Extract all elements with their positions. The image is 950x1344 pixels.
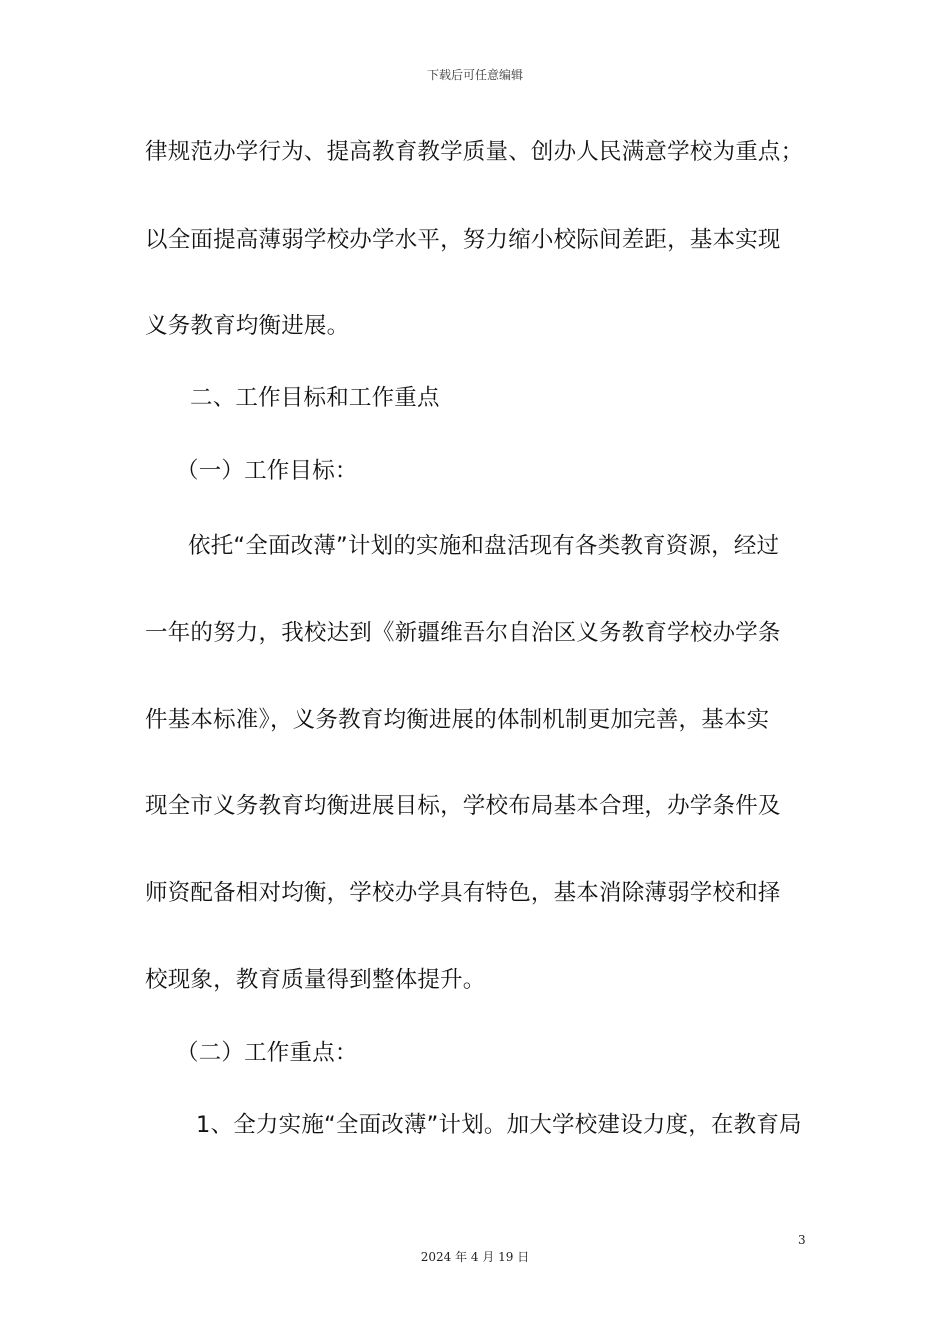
paragraph-line: 现全市义务教育均衡进展目标，学校布局基本合理，办学条件及: [145, 793, 781, 819]
paragraph-line: 律规范办学行为、提高教育教学质量、创办人民满意学校为重点；: [145, 139, 804, 165]
footer-date: 2024 年 4 月 19 日: [420, 1250, 530, 1264]
paragraph-line: 件基本标准》，义务教育均衡进展的体制机制更加完善，基本实: [145, 707, 770, 733]
paragraph-line: 一年的努力，我校达到《新疆维吾尔自治区义务教育学校办学条: [145, 620, 781, 646]
subsection-heading: （一）工作目标：: [176, 458, 358, 484]
paragraph-line: 义务教育均衡进展。: [145, 313, 350, 339]
paragraph-line: 校现象，教育质量得到整体提升。: [145, 967, 486, 993]
paragraph-line: 师资配备相对均衡，学校办学具有特色，基本消除薄弱学校和择: [145, 880, 781, 906]
paragraph-line: 1、全力实施“全面改薄”计划。加大学校建设力度，在教育局: [196, 1112, 802, 1138]
page-header: 下载后可任意编辑: [426, 68, 523, 82]
section-heading: 二、工作目标和工作重点: [190, 385, 440, 411]
paragraph-line: 依托“全面改薄”计划的实施和盘活现有各类教育资源，经过: [188, 533, 780, 559]
paragraph-line: 以全面提高薄弱学校办学水平，努力缩小校际间差距，基本实现: [145, 227, 781, 253]
subsection-heading: （二）工作重点：: [176, 1040, 358, 1066]
page-number: 3: [798, 1233, 806, 1247]
